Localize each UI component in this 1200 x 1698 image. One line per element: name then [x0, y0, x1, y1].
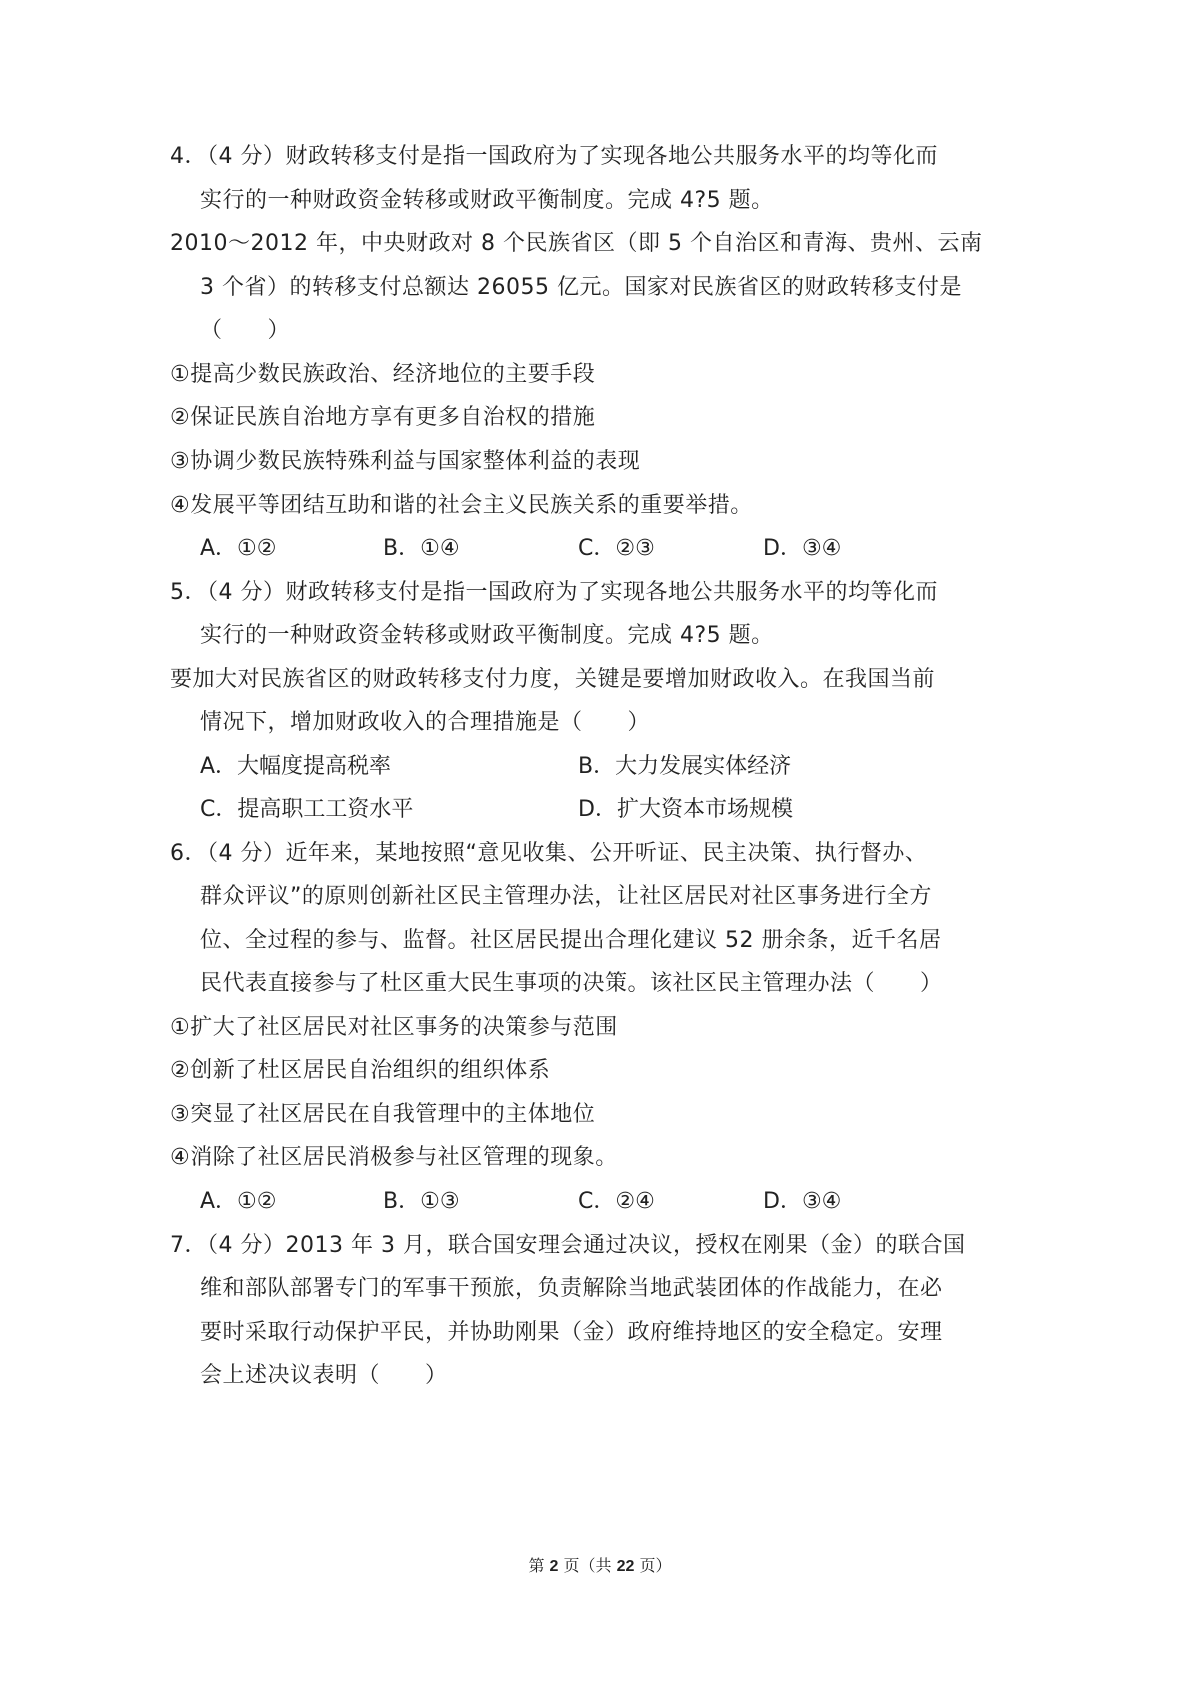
q6-option-b[interactable]: B．①③ [383, 1189, 460, 1214]
q4-option-b[interactable]: B．①④ [383, 536, 460, 561]
q6-option-d[interactable]: D．③④ [763, 1189, 842, 1214]
q6-stem-line-4: 民代表直接参与了杜区重大民生事项的决策。该社区民主管理办法（ ） [200, 971, 943, 996]
q5-option-a[interactable]: A．大幅度提高税率 [200, 754, 392, 779]
q4-blank: （ ） [200, 318, 291, 343]
page-footer [0, 1553, 1200, 1576]
q6-statement-3: ③突显了社区居民在自我管理中的主体地位 [170, 1102, 596, 1127]
q4-statement-1: ①提高少数民族政治、经济地位的主要手段 [170, 362, 596, 387]
q6-option-a[interactable]: A．①② [200, 1189, 277, 1214]
q5-option-d[interactable]: D．扩大资本市场规模 [578, 797, 793, 822]
q7-stem-line-3: 要时采取行动保护平民，并协助刚果（金）政府维持地区的安全稳定。安理 [200, 1320, 943, 1345]
q5-stem-line-4: 情况下，增加财政收入的合理措施是（ ） [200, 710, 651, 735]
q6-statement-2: ②创新了杜区居民自治组织的组织体系 [170, 1058, 551, 1083]
q4-option-c[interactable]: C．②③ [578, 536, 655, 561]
q4-statement-3: ③协调少数民族特殊利益与国家整体利益的表现 [170, 449, 641, 474]
q5-stem-line-2: 实行的一种财政资金转移或财政平衡制度。完成 4?5 题。 [200, 623, 774, 648]
q5-stem-line-3: 要加大对民族省区的财政转移支付力度，关键是要增加财政收入。在我国当前 [170, 667, 936, 692]
q7-stem-line-2: 维和部队部署专门的军事干预旅，负责解除当地武装团体的作战能力，在必 [200, 1276, 943, 1301]
q5-stem-line-1: 5．（4 分）财政转移支付是指一国政府为了实现各地公共服务水平的均等化而 [170, 580, 938, 605]
q4-stem-line-4: 3 个省）的转移支付总额达 26055 亿元。国家对民族省区的财政转移支付是 [200, 275, 962, 300]
q4-stem-line-2: 实行的一种财政资金转移或财政平衡制度。完成 4?5 题。 [200, 188, 774, 213]
q6-statement-4: ④消除了社区居民消极参与社区管理的现象。 [170, 1145, 618, 1170]
q5-option-c[interactable]: C．提高职工工资水平 [200, 797, 414, 822]
q5-option-b[interactable]: B．大力发展实体经济 [578, 754, 792, 779]
q4-statement-2: ②保证民族自治地方享有更多自治权的措施 [170, 405, 596, 430]
footer-total-pages: 22 [616, 1558, 635, 1575]
q6-stem-line-1: 6．（4 分）近年来，某地按照“意见收集、公开听证、民主决策、执行督办、 [170, 841, 928, 866]
footer-middle: 页（共 [563, 1556, 612, 1575]
q6-statement-1: ①扩大了社区居民对社区事务的决策参与范围 [170, 1015, 618, 1040]
footer-page-number: 2 [549, 1558, 559, 1575]
q4-statement-4: ④发展平等团结互助和谐的社会主义民族关系的重要举措。 [170, 493, 753, 518]
footer-suffix: 页） [639, 1556, 672, 1575]
q7-stem-line-4: 会上述决议表明（ ） [200, 1363, 448, 1388]
q7-stem-line-1: 7．（4 分）2013 年 3 月，联合国安理会通过决议，授权在刚果（金）的联合国 [170, 1233, 966, 1258]
q4-stem-line-1: 4．（4 分）财政转移支付是指一国政府为了实现各地公共服务水平的均等化而 [170, 144, 938, 169]
q4-option-d[interactable]: D．③④ [763, 536, 842, 561]
q6-stem-line-3: 位、全过程的参与、监督。社区居民提出合理化建议 52 册余条，近千名居 [200, 928, 942, 953]
q6-option-c[interactable]: C．②④ [578, 1189, 655, 1214]
q4-option-a[interactable]: A．①② [200, 536, 277, 561]
q4-stem-line-3: 2010～2012 年，中央财政对 8 个民族省区（即 5 个自治区和青海、贵州、云南 [170, 231, 983, 256]
q6-stem-line-2: 群众评议”的原则创新社区民主管理办法，让社区居民对社区事务进行全方 [200, 884, 932, 909]
footer-prefix: 第 [528, 1556, 545, 1575]
